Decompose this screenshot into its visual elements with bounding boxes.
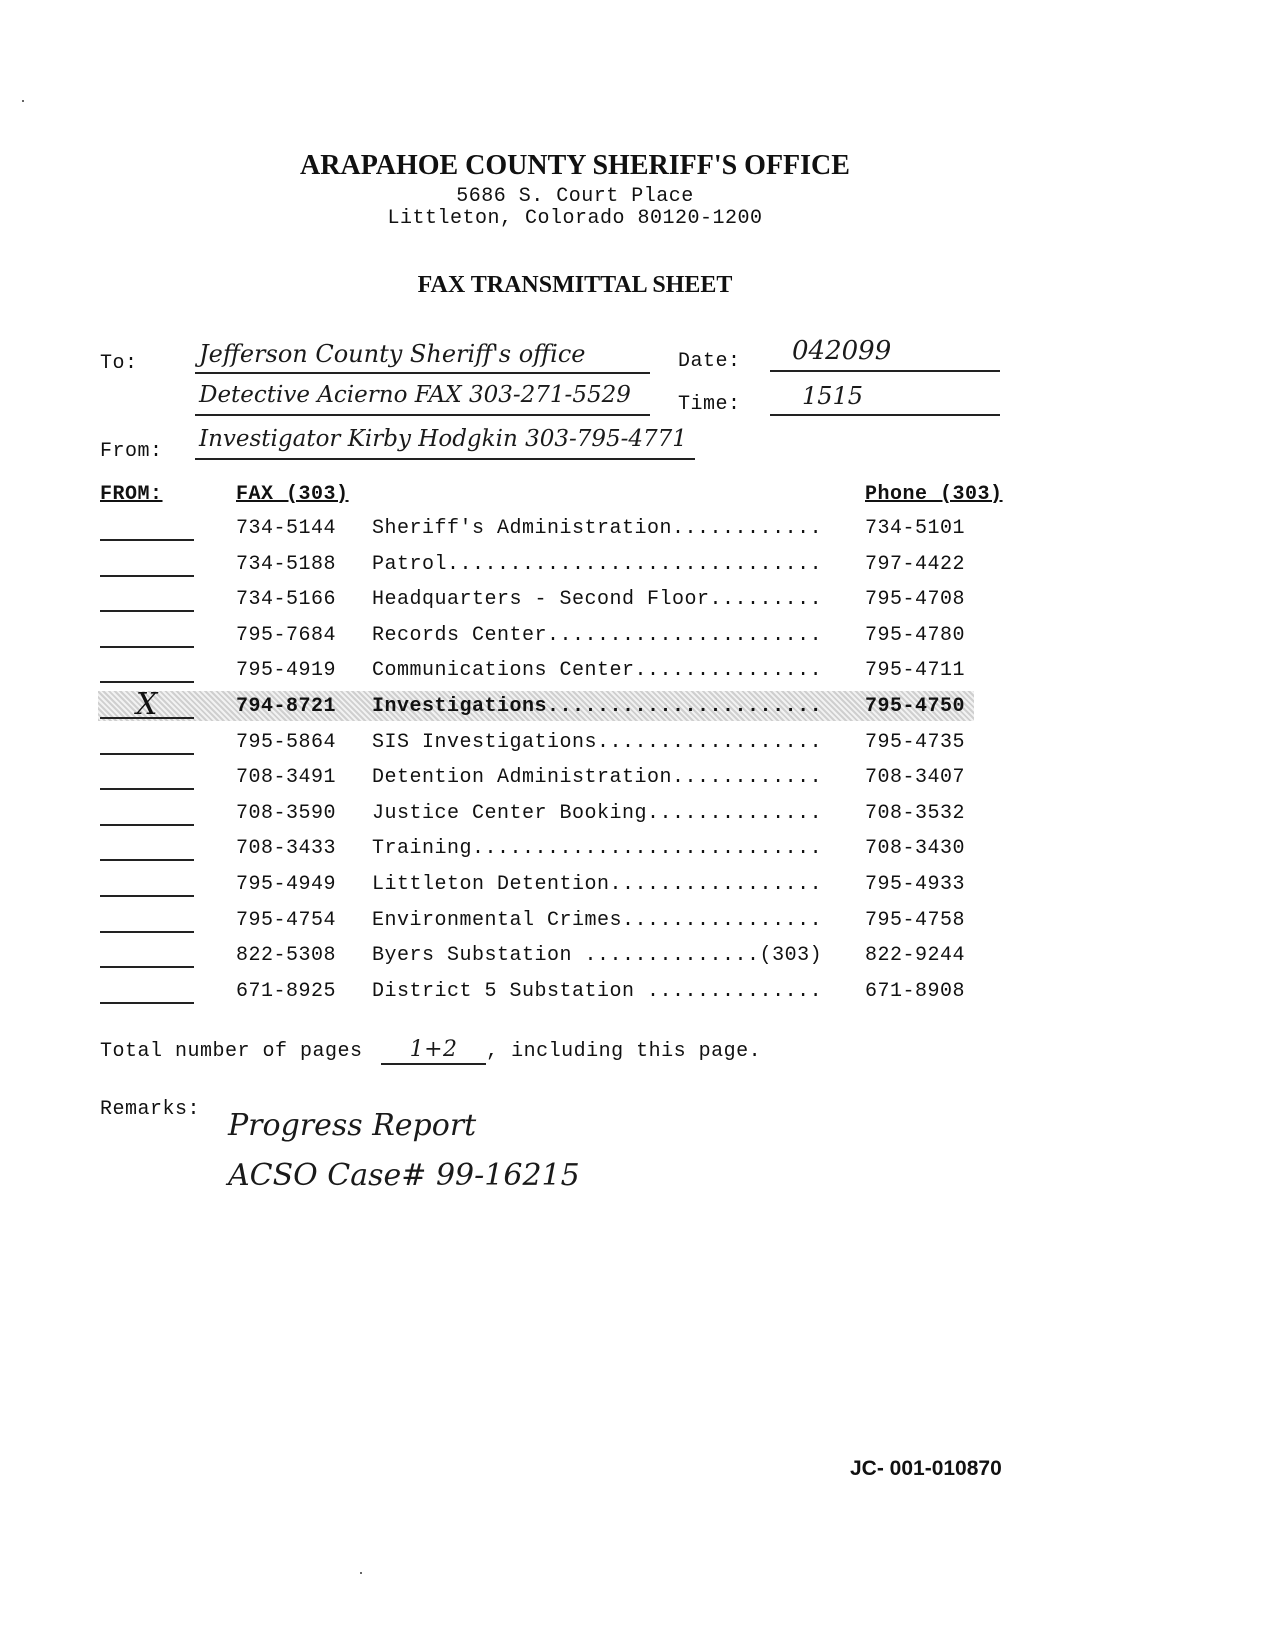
fax-number: 795-4949: [236, 873, 337, 896]
department-name: Headquarters - Second Floor.........: [372, 588, 823, 612]
total-pages-field[interactable]: [381, 1037, 486, 1065]
phone-number: 795-4735: [865, 730, 966, 754]
to-label: To:: [100, 352, 138, 375]
phone-number: 734-5101: [865, 517, 966, 540]
department-name: Justice Center Booking..............: [372, 801, 823, 825]
phone-number: 671-8908: [865, 979, 966, 1003]
table-row: [0, 588, 1275, 618]
department-name: Sheriff's Administration............: [372, 517, 823, 540]
table-row: [0, 659, 1275, 689]
phone-number: 797-4422: [865, 552, 966, 576]
from-checkbox-line[interactable]: [100, 824, 194, 826]
fax-number: 708-3433: [236, 837, 337, 861]
page-title: ARAPAHOE COUNTY SHERIFF'S OFFICE: [300, 150, 850, 181]
fax-number: 795-4754: [236, 908, 337, 932]
from-checkbox-line[interactable]: [100, 788, 194, 790]
phone-number: 795-4750: [865, 695, 966, 718]
from-checkbox-line[interactable]: [100, 931, 194, 933]
from-checkbox-line[interactable]: [100, 575, 194, 577]
date-field[interactable]: [770, 336, 1000, 372]
bates-number: JC- 001-010870: [850, 1457, 1002, 1480]
to-line-2[interactable]: [195, 382, 650, 416]
department-name: Patrol..............................: [372, 552, 823, 576]
to-recipient-text: Jefferson County Sheriff's office: [199, 340, 586, 368]
phone-number: 795-4708: [865, 588, 966, 612]
fax-number: 708-3590: [236, 801, 337, 825]
department-name: Littleton Detention.................: [372, 873, 823, 896]
date-value: 042099: [792, 336, 892, 366]
phone-number: 708-3430: [865, 837, 966, 861]
department-name: SIS Investigations..................: [372, 730, 823, 754]
from-checkbox-line[interactable]: [100, 539, 194, 541]
phone-number: 795-4711: [865, 659, 966, 683]
fax-number: 795-7684: [236, 623, 337, 647]
department-name: Training............................: [372, 837, 823, 861]
table-row: [0, 624, 1275, 654]
department-name: District 5 Substation ..............: [372, 979, 823, 1003]
to-line-1[interactable]: [195, 340, 650, 374]
from-checkbox-line[interactable]: [100, 859, 194, 861]
table-row: [0, 873, 1275, 903]
phone-number: 795-4758: [865, 908, 966, 932]
scan-speck: [360, 1572, 362, 1574]
phone-number: 708-3407: [865, 766, 966, 790]
date-label: Date:: [678, 350, 741, 373]
time-value: 1515: [802, 382, 864, 410]
from-checkbox-line[interactable]: [100, 610, 194, 612]
fax-number: 734-5144: [236, 517, 337, 540]
total-pages-prefix: Total number of pages: [100, 1040, 363, 1063]
fax-number: 671-8925: [236, 979, 337, 1003]
phone-number: 822-9244: [865, 944, 966, 968]
address-line-2: Littleton, Colorado 80120-1200: [387, 207, 763, 230]
department-name: Detention Administration............: [372, 766, 823, 790]
fax-number: 822-5308: [236, 944, 337, 968]
from-checkbox-line[interactable]: [100, 753, 194, 755]
phone-number: 795-4780: [865, 623, 966, 647]
table-row: [0, 944, 1275, 974]
table-row: [0, 517, 1275, 547]
table-row: [0, 766, 1275, 796]
from-field[interactable]: [195, 426, 695, 460]
fax-number: 734-5188: [236, 552, 337, 576]
phone-number: 795-4933: [865, 873, 966, 896]
table-row: [0, 802, 1275, 832]
col-header-fax: FAX (303): [236, 483, 349, 506]
time-field[interactable]: [770, 382, 1000, 416]
from-checkbox-line[interactable]: [100, 966, 194, 968]
table-row: [0, 553, 1275, 583]
table-row: [0, 909, 1275, 939]
fax-number: 795-5864: [236, 730, 337, 754]
fax-number: 794-8721: [236, 695, 337, 718]
address-line-1: 5686 S. Court Place: [456, 185, 694, 208]
time-label: Time:: [678, 393, 741, 416]
department-name: Communications Center...............: [372, 659, 823, 683]
total-pages-line: [100, 1037, 761, 1065]
department-name: Investigations......................: [372, 695, 823, 718]
from-checkbox-line[interactable]: [100, 895, 194, 897]
department-name: Environmental Crimes................: [372, 908, 823, 932]
from-checkbox-line[interactable]: [100, 646, 194, 648]
from-checkbox-line[interactable]: [100, 1002, 194, 1004]
table-row: [98, 687, 974, 722]
from-value: Investigator Kirby Hodgkin 303-795-4771: [199, 426, 687, 452]
fax-number: 795-4919: [236, 659, 337, 683]
remarks-line-1: Progress Report: [228, 1108, 477, 1143]
col-header-from: FROM:: [100, 483, 163, 506]
fax-number: 708-3491: [236, 766, 337, 790]
fax-number: 734-5166: [236, 588, 337, 612]
table-row: [0, 837, 1275, 867]
total-pages-value: 1+2: [409, 1037, 458, 1062]
phone-number: 708-3532: [865, 801, 966, 825]
total-pages-suffix: , including this page.: [486, 1040, 762, 1063]
from-label: From:: [100, 440, 163, 463]
selected-check-mark: X: [136, 687, 158, 722]
department-name: Records Center......................: [372, 623, 823, 647]
from-checkbox-line[interactable]: [100, 681, 194, 683]
col-header-phone: Phone (303): [865, 483, 1003, 506]
table-row: [0, 731, 1275, 761]
department-name: Byers Substation ..............(303): [372, 944, 823, 968]
remarks-line-2: ACSO Case# 99-16215: [228, 1158, 580, 1193]
fax-title: FAX TRANSMITTAL SHEET: [417, 272, 733, 298]
to-detective-text: Detective Acierno FAX 303-271-5529: [199, 382, 631, 408]
table-row: [0, 980, 1275, 1010]
scan-speck: [22, 100, 24, 102]
remarks-label: Remarks:: [100, 1098, 201, 1121]
